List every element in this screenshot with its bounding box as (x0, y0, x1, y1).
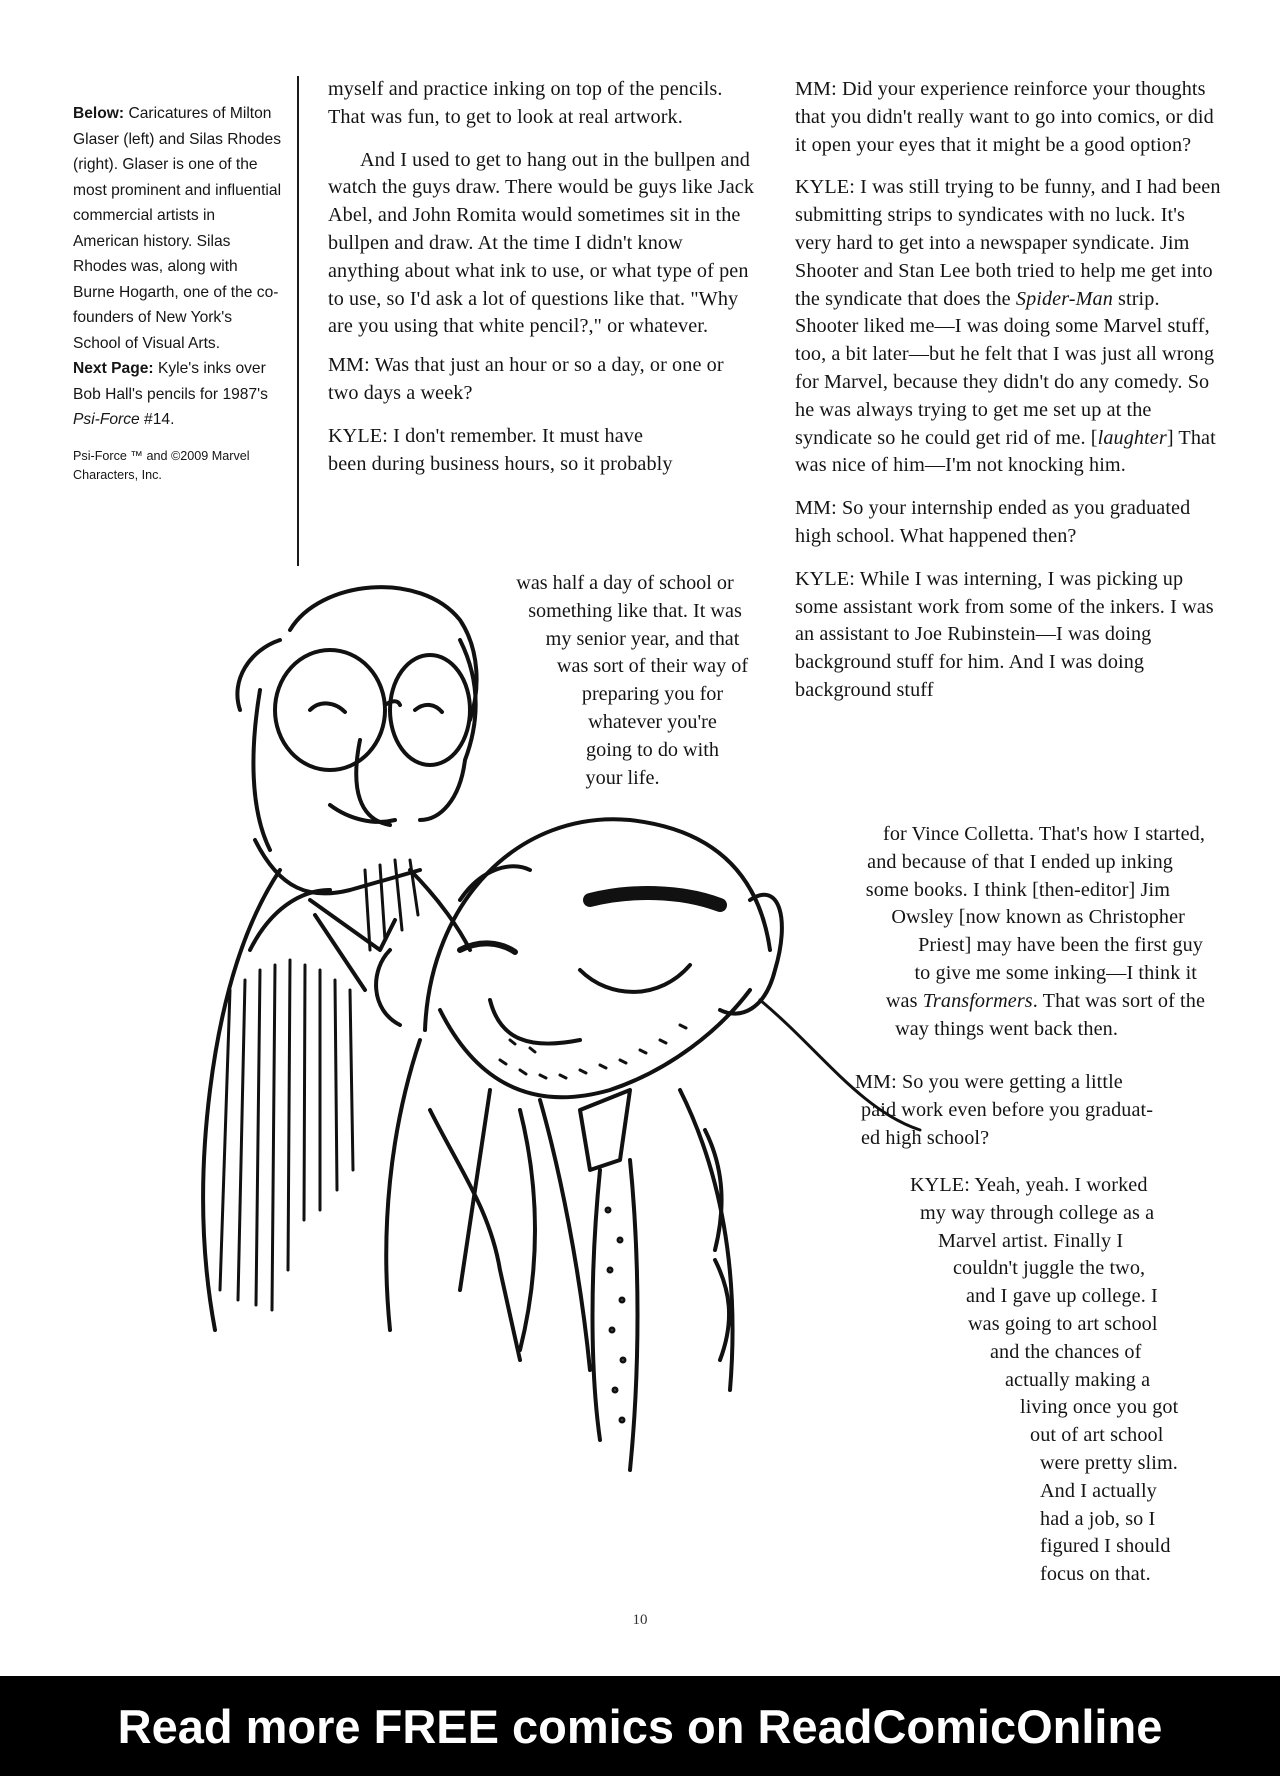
caricature-illustration (160, 570, 1080, 1700)
tie-dots (606, 1208, 625, 1422)
answer: KYLE: I don't remember. It must have been during business hours, so it probably (328, 424, 673, 475)
answer-wrap-final: KYLE: Yeah, yeah. I worked my way through college as a Marvel artist. Finally I couldn't juggle the two, and I gave up college. I was going to art school and the chances of actually making a living once you got out of art school were pretty slim. And I actually had a job, so I figured I should focus on that. (910, 1174, 1179, 1586)
question: MM: So your internship ended as you graduated high school. What happened then? (795, 497, 1191, 547)
answer: KYLE: While I was interning, I was picking up some assistant work from some of the inkers. I was an assistant to Joe Rubinstein—I was doing background stuff for him. And I was doing background stuff (795, 567, 1214, 701)
rhodes-caricature (376, 819, 920, 1470)
copyright-credit: Psi-Force ™ and ©2009 Marvel Characters, Inc. (73, 448, 250, 482)
answer-wrap-around-art: was half a day of school or something like that. It was my senior year, and that was sort of their way of preparing you for whatever you're going to do with your life. (516, 572, 749, 789)
question: MM: Was that just an hour or so a day, or one or two days a week? (328, 354, 724, 404)
sidebar-caption (73, 101, 283, 485)
caption-below: Below: Caricatures of Milton Glaser (left) and Silas Rhodes (right). Glaser is one of the most prominent and influential commercial artists in American history. Silas Rhodes was, along with Burne Hogarth, one of the co-founders of New York's School of Visual Arts. (73, 105, 282, 352)
question-wrap: MM: So you were getting a little paid work even before you graduat- ed high school? (855, 1071, 1154, 1149)
answer-wrap-right: for Vince Colletta. That's how I started, and because of that I ended up inking some books. I think [then-editor] Jim Owsley [now known as Christopher Priest] may have been the first guy to give me some inking—I think it was Transformers. That was sort of the way things went back then. (865, 823, 1205, 1040)
paragraph: And I used to get to hang out in the bullpen and watch the guys draw. There would be guys like Jack Abel, and John Romita would sometimes sit in the bullpen and draw. At the time I didn't know anything about what ink to use, or what type of pen to use, so I'd ask a lot of questions like that. "Why are you using that white pencil?," or whatever. (328, 148, 755, 338)
page-number: 10 (632, 1612, 648, 1628)
question: MM: Did your experience reinforce your thoughts that you didn't really want to go into comics, or did it open your eyes that it might be a good option? (795, 78, 1214, 156)
interview-column-1 (328, 76, 758, 478)
paragraph: myself and practice inking on top of the pencils. That was fun, to get to look at real artwork. (328, 78, 723, 128)
caption-next-page: Next Page: Kyle's inks over Bob Hall's pencils for 1987's Psi-Force #14. (73, 360, 268, 428)
caption-divider (297, 76, 299, 566)
promo-banner[interactable]: Read more FREE comics on ReadComicOnline (0, 1676, 1280, 1776)
answer: KYLE: I was still trying to be funny, and I had been submitting strips to syndicates with no luck. It's very hard to get into a newspaper syndicate. Jim Shooter and Stan Lee both tried to help me get into the syndicate that does the Spider-Man strip. Shooter liked me—I was doing some Marvel stuff, too, a bit later—but he felt that I was just all wrong for Marvel, because they didn't do any comedy. So he was always trying to get me set up at the syndicate so he could get rid of me. [laughter] That was nice of him—I'm not knocking him. (795, 176, 1221, 477)
